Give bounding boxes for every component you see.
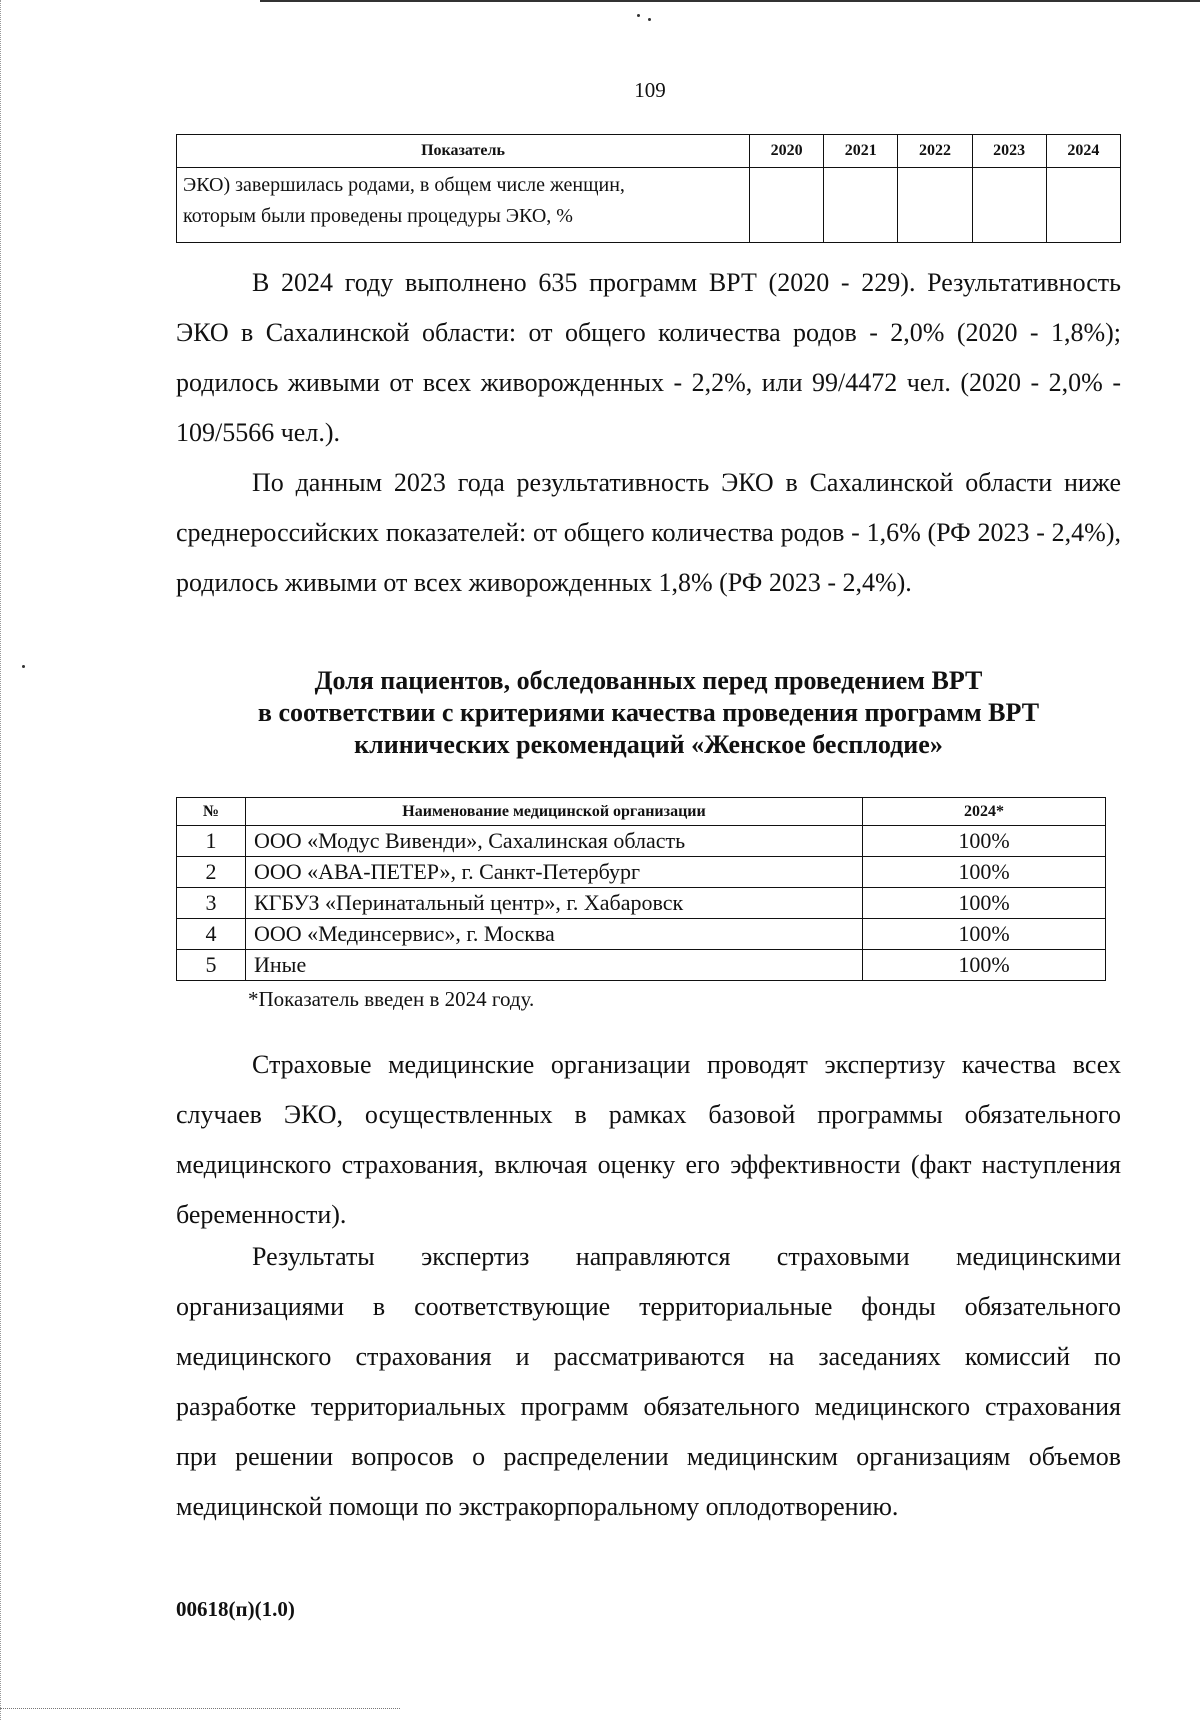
indicator-text-line: которым были проведены процедуры ЭКО, % <box>183 205 573 227</box>
row-value: 100% <box>863 950 1106 981</box>
paragraph-text: Результаты экспертиз направляются страховыми медицинскими организациями в соответствующие территориальные фонды обязательного медицинского страхования и рассматриваются на заседаниях комиссий по разработке территориальных программ обязательного медицинского страхования при решении вопросов о распределении медицинским организациям объемов медицинской помощи по экстракорпоральному оплодотворению. <box>176 1242 1121 1521</box>
scan-speck <box>22 665 25 668</box>
row-org-name: Иные <box>246 950 863 981</box>
row-value: 100% <box>863 826 1106 857</box>
table-header-row <box>177 798 1106 826</box>
row-value: 100% <box>863 919 1106 950</box>
table-row <box>177 826 1106 857</box>
indicator-cell <box>177 168 750 243</box>
scan-border-top <box>260 0 1200 2</box>
table-row <box>177 888 1106 919</box>
row-num: 4 <box>177 919 246 950</box>
paragraph-text: В 2024 году выполнено 635 программ ВРТ (2020 - 229). Результативность ЭКО в Сахалинской области: от общего количества родов - 2,0% (2020 - 1,8%); родилось живыми от всех живорожденных - 2,2%, или 99/4472 чел. (2020 - 2,0% - 109/5566 чел.). <box>176 268 1121 447</box>
header-value: 2024* <box>863 798 1106 826</box>
table-footnote: *Показатель введен в 2024 году. <box>248 987 535 1011</box>
value-cell <box>824 168 898 243</box>
scan-border-bottom <box>0 1708 400 1710</box>
value-cell <box>750 168 824 243</box>
row-org-name: ООО «АВА-ПЕТЕР», г. Санкт-Петербург <box>246 857 863 888</box>
caption-line: Доля пациентов, обследованных перед проведением ВРТ <box>314 666 983 695</box>
paragraph-expertise-results <box>176 1232 1121 1532</box>
indicator-table <box>176 134 1121 243</box>
table-caption <box>176 665 1121 761</box>
header-cell: 2020 <box>750 135 824 168</box>
organizations-table <box>176 797 1106 981</box>
table-row <box>177 168 1121 243</box>
row-org-name: КГБУЗ «Перинатальный центр», г. Хабаровск <box>246 888 863 919</box>
table-header-row <box>177 135 1121 168</box>
paragraph-2023-comparison <box>176 458 1121 608</box>
caption-line: в соответствии с критериями качества проведения программ ВРТ <box>257 698 1040 727</box>
row-value: 100% <box>863 888 1106 919</box>
header-cell: 2022 <box>898 135 972 168</box>
page-number: 109 <box>634 78 666 102</box>
row-num: 1 <box>177 826 246 857</box>
value-cell <box>1046 168 1120 243</box>
header-cell: Показатель <box>177 135 750 168</box>
caption-line: клинических рекомендаций «Женское бесплодие» <box>354 730 943 759</box>
row-value: 100% <box>863 857 1106 888</box>
paragraph-insurance-expertise <box>176 1040 1121 1240</box>
indicator-text-line: ЭКО) завершилась родами, в общем числе женщин, <box>183 174 625 196</box>
header-name: Наименование медицинской организации <box>246 798 863 826</box>
row-org-name: ООО «Мединсервис», г. Москва <box>246 919 863 950</box>
row-num: 2 <box>177 857 246 888</box>
scan-border-left <box>0 0 3 1720</box>
header-num: № <box>177 798 246 826</box>
scan-speck <box>648 18 651 21</box>
table-row <box>177 919 1106 950</box>
row-org-name: ООО «Модус Вивенди», Сахалинская область <box>246 826 863 857</box>
scan-speck <box>637 14 640 17</box>
header-cell: 2023 <box>972 135 1046 168</box>
header-cell: 2021 <box>824 135 898 168</box>
header-cell: 2024 <box>1046 135 1120 168</box>
table-row <box>177 950 1106 981</box>
paragraph-text: По данным 2023 года результативность ЭКО в Сахалинской области ниже среднероссийских показателей: от общего количества родов - 1,6% (РФ 2023 - 2,4%), родилось живыми от всех живорожденных 1,8% (РФ 2023 - 2,4%). <box>176 468 1121 597</box>
value-cell <box>898 168 972 243</box>
row-num: 5 <box>177 950 246 981</box>
paragraph-art-results <box>176 258 1121 458</box>
value-cell <box>972 168 1046 243</box>
row-num: 3 <box>177 888 246 919</box>
paragraph-text: Страховые медицинские организации проводят экспертизу качества всех случаев ЭКО, осуществленных в рамках базовой программы обязательного медицинского страхования, включая оценку его эффективности (факт наступления беременности). <box>176 1050 1121 1229</box>
document-code: 00618(п)(1.0) <box>176 1597 295 1621</box>
table-row <box>177 857 1106 888</box>
